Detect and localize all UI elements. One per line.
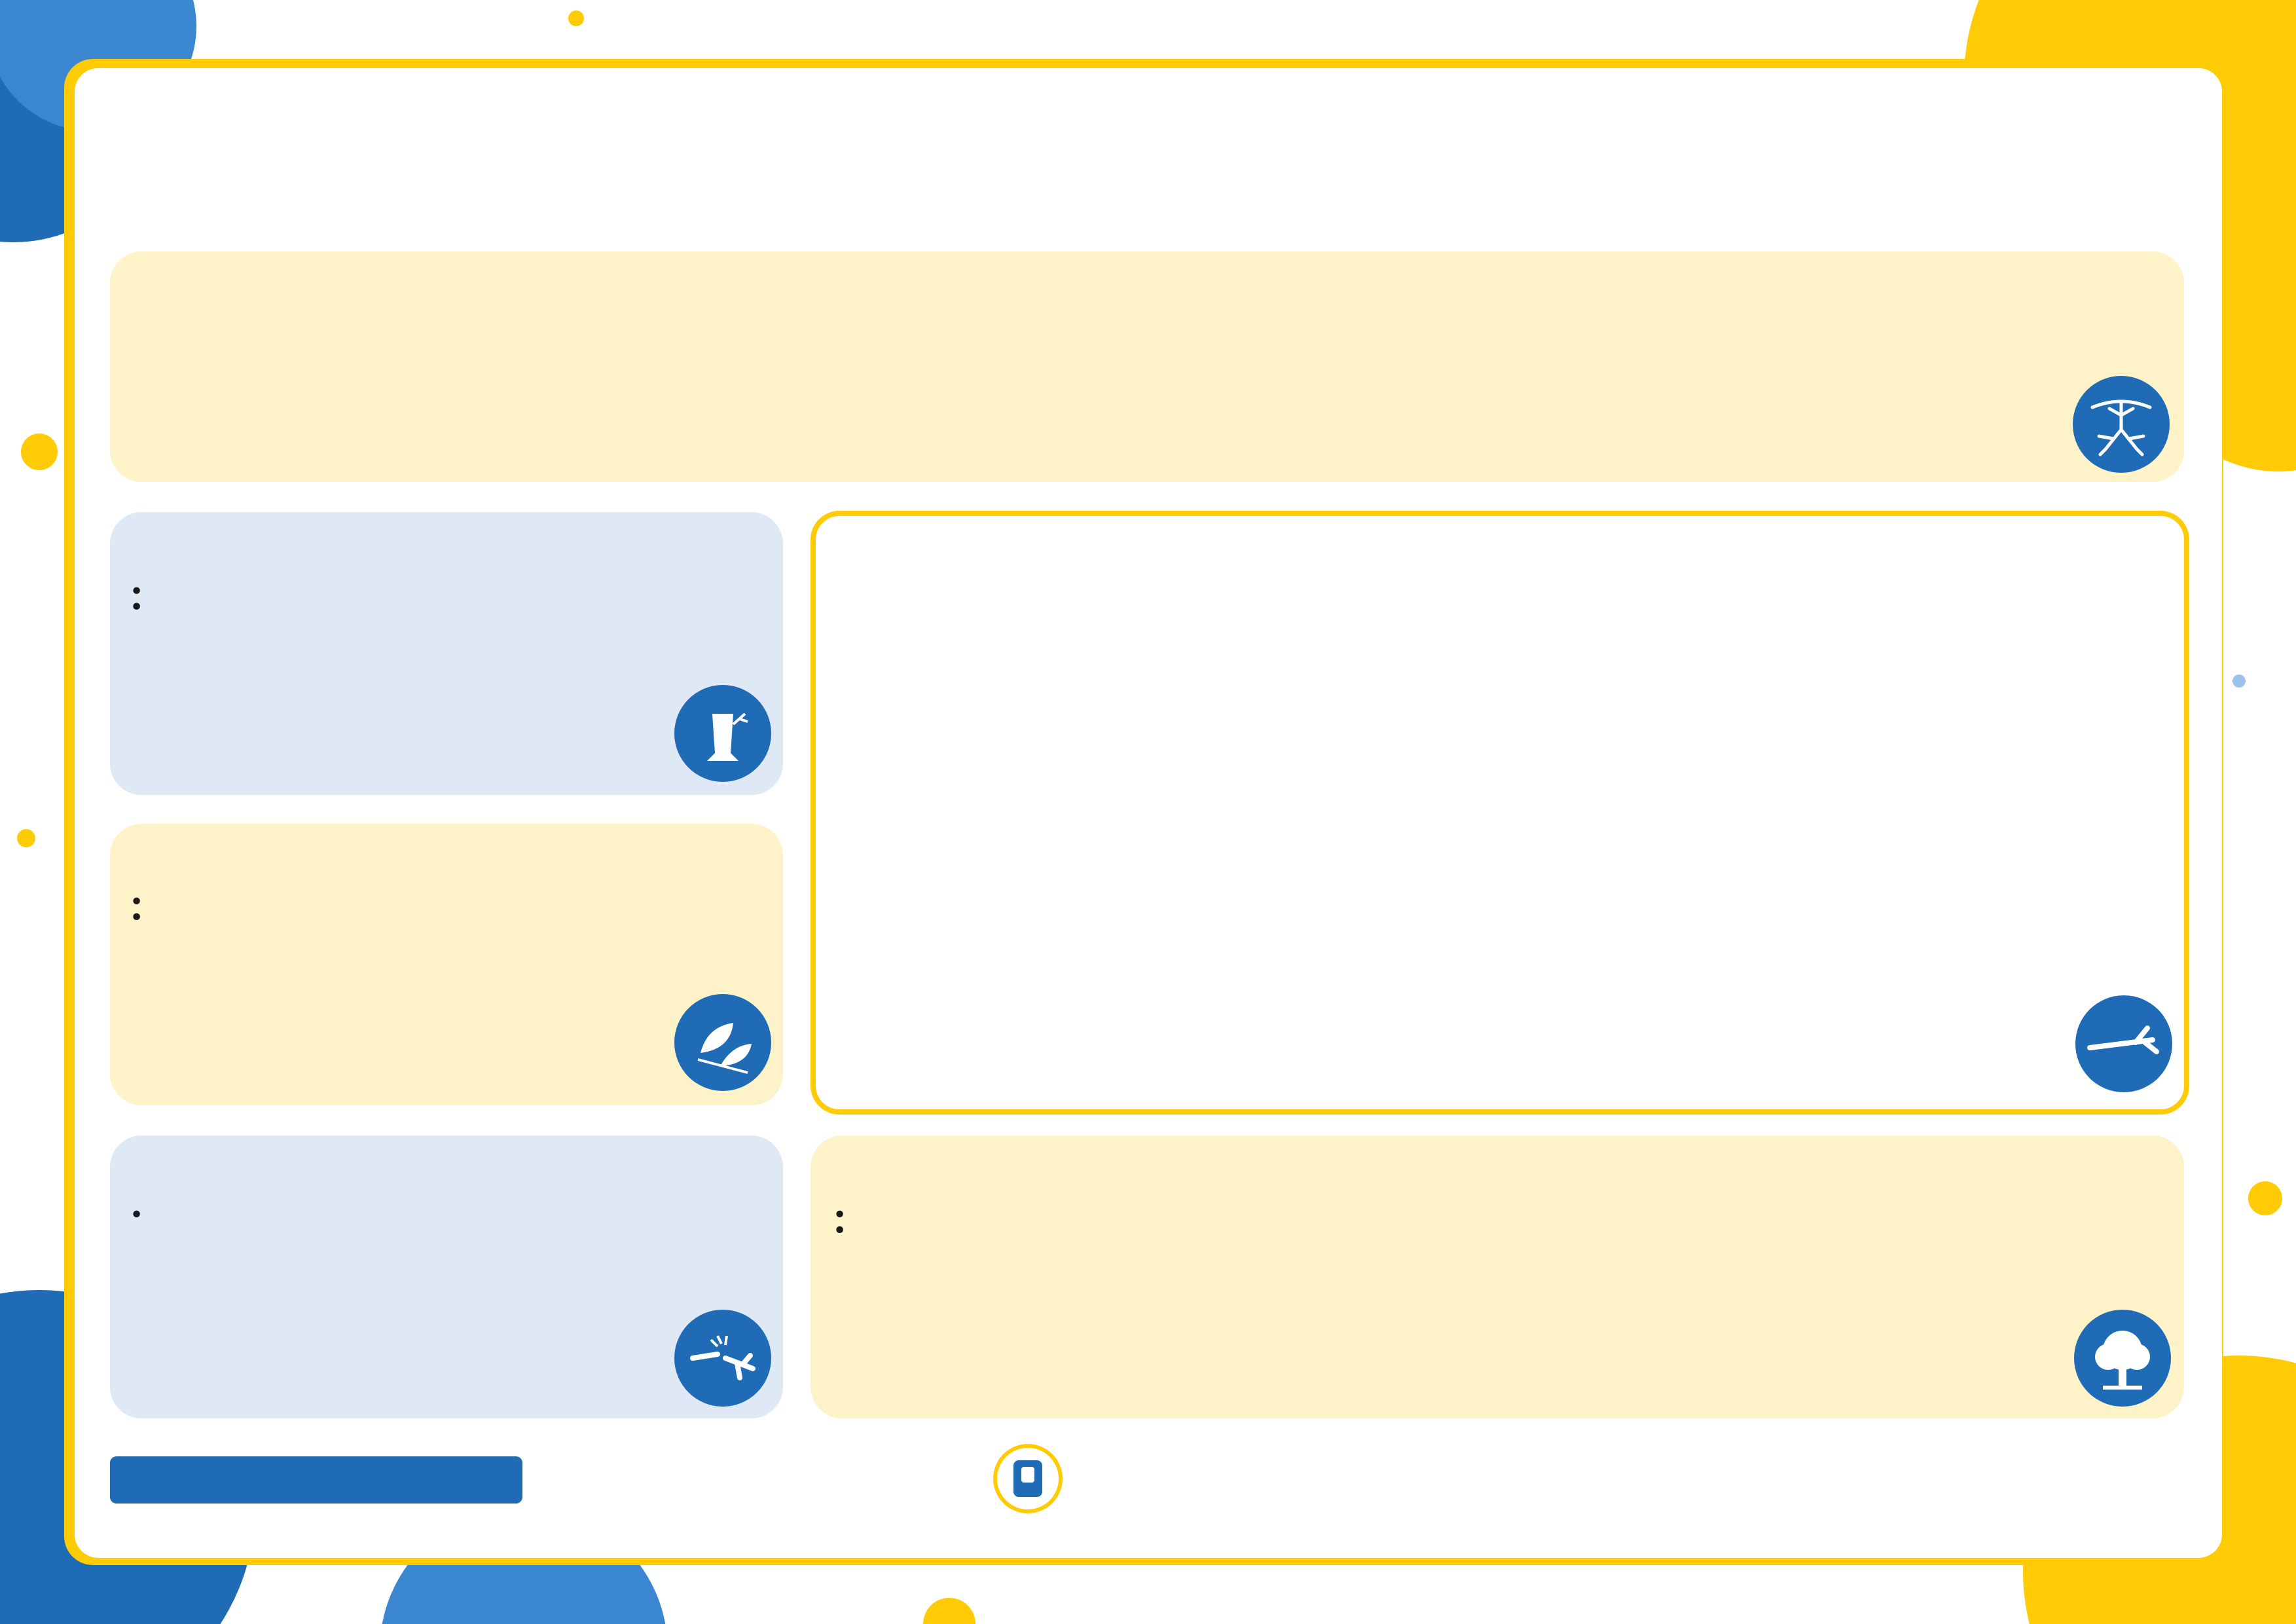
tree-icon	[2074, 1310, 2171, 1407]
flourish-panel	[811, 1135, 2184, 1418]
errors-list	[128, 1200, 757, 1215]
free-resource-banner[interactable]	[110, 1456, 522, 1504]
flourish-list	[831, 1200, 2167, 1215]
ruler	[825, 619, 1840, 756]
roots-icon	[2073, 376, 2170, 473]
rationale-panel	[110, 251, 2184, 482]
tree-trunk-icon	[674, 685, 771, 782]
ruler	[825, 771, 1840, 909]
broken-branch-icon	[674, 1310, 771, 1407]
planpanion-badge-icon	[993, 1443, 1063, 1514]
stem-sentences-list	[128, 576, 718, 592]
leaves-icon	[674, 994, 771, 1091]
vocabulary-list	[128, 887, 718, 902]
branch-icon	[2075, 995, 2172, 1092]
ruler	[825, 927, 1840, 1065]
